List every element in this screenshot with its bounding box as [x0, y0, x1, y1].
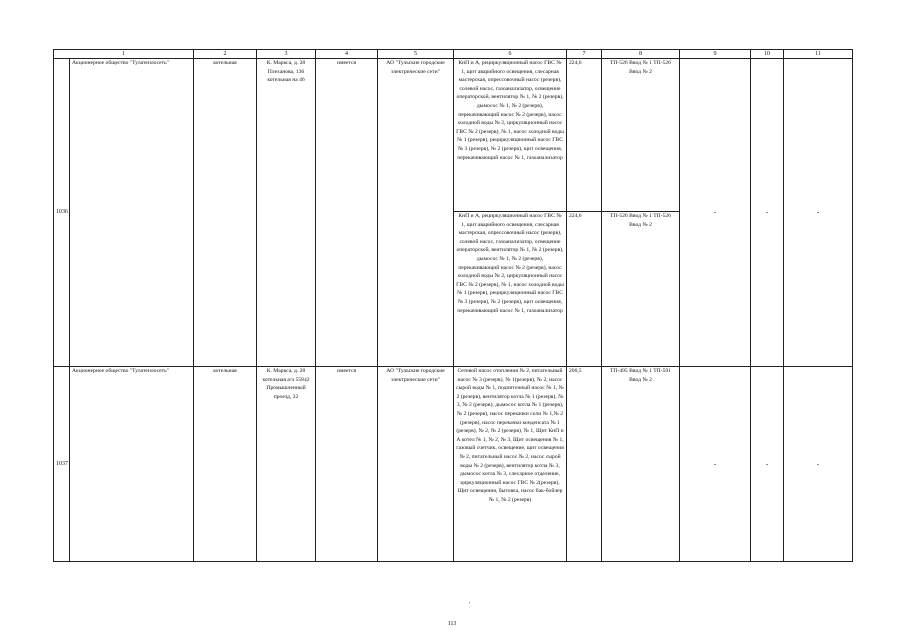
object-type-cell: котельная [194, 59, 257, 367]
col-header-7: 7 [567, 50, 602, 59]
power-cell: 224,6 [567, 59, 602, 212]
col-header-9: 9 [680, 50, 751, 59]
supplier-cell: АО "Тульские городские электрические сети" [378, 367, 454, 562]
col10-cell: - [751, 367, 784, 562]
power-cell: 224,6 [567, 212, 602, 367]
col9-cell: - [680, 367, 751, 562]
col11-cell: - [784, 59, 853, 367]
address-cell: К. Маркса, д. 28 Плеханова, 136 котельная на 46 [257, 59, 316, 367]
status-cell: имеется [316, 59, 378, 367]
col-header-3: 3 [257, 50, 316, 59]
equipment-cell: КнП и А, рециркуляционный насос ГВС № 1, щит аварийного освещения, слесарная мастерская, опрессовочный насос (резерв), солевой насос, газоанализатор, освещение операторской, вентилятор № 1, № 2 (резерв), дымосос № 1, № 2 (резерв), перекачивающий насос № 2 (резерв), насос холодной воды № 2, циркуляционный насос ГВС № 2 (резерв), № 1, насос холодной воды № 1 (резерв), рециркуляционный насос ГВС № 3 (резерв), № 2 (резерв), щит освещения, перекачивающий насос № 1, газоанализатор [454, 59, 567, 212]
table-row [54, 367, 853, 562]
col11-cell: - [784, 367, 853, 562]
page-number: 113 [447, 621, 457, 627]
col9-cell: - [680, 59, 751, 367]
col10-cell: - [751, 59, 784, 367]
registry-table [53, 49, 853, 562]
substation-cell: ТП-526 Ввод № 1 ТП-526 Ввод № 2 [602, 212, 680, 367]
address-cell: К. Маркса, д. 28 котельная а/ч 55842 Промышленный проезд, 32 [257, 367, 316, 562]
col-header-1: 1 [54, 50, 194, 59]
col-header-10: 10 [751, 50, 784, 59]
col-header-2: 2 [194, 50, 257, 59]
entry-number: 1037 [54, 367, 70, 562]
power-cell: 200,5 [567, 367, 602, 562]
table-row [54, 59, 853, 212]
owner-cell: Акционерное общество "Тулатеплосеть" [70, 59, 194, 367]
equipment-cell: КнП и А, рециркуляционный насос ГВС № 1, щит аварийного освещения, слесарная мастерская, опрессовочный насос (резерв), солевой насос, газоанализатор, освещение операторской, вентилятор № 1, № 2 (резерв), дымосос № 1, № 2 (резерв), перекачивающий насос № 2 (резерв), насос холодной воды № 2, циркуляционный насос ГВС № 2 (резерв), № 1, насос холодной воды № 1 (резерв), рециркуляционный насос ГВС № 3 (резерв), № 2 (резерв), щит освещения, перекачивающий насос № 1, газоанализатор [454, 212, 567, 367]
col-header-11: 11 [784, 50, 853, 59]
col-header-5: 5 [378, 50, 454, 59]
col-header-4: 4 [316, 50, 378, 59]
stray-mark: ' [469, 602, 471, 608]
substation-cell: ТП-526 Ввод № 1 ТП-526 Ввод № 2 [602, 59, 680, 212]
status-cell: имеется [316, 367, 378, 562]
col-header-6: 6 [454, 50, 567, 59]
column-number-row [54, 50, 853, 59]
supplier-cell: АО "Тульские городские электрические сети" [378, 59, 454, 367]
entry-number: 1036 [54, 59, 70, 367]
substation-cell: ТП-495 Ввод № 1 ТП-591 Ввод № 2 [602, 367, 680, 562]
col-header-8: 8 [602, 50, 680, 59]
owner-cell: Акционерное общество "Тулатеплосеть" [70, 367, 194, 562]
object-type-cell: котельная [194, 367, 257, 562]
equipment-cell: Сетевой насос отопления № 2, питательный насос № 3 (резерв), № 1(резерв), № 2, насос сырой воды № 1, подпиточный насос № 1, № 2 (резерв), вентилятор котла № 1 (резерв), № 3, № 2 (резерв), дымосос котла № 1 (резерв), № 2 (резерв), насос перекачки соли № 1,№ 2 (резерв), насос перекачки конденсата № 1 (резерв), № 2, № 2 (резерв), № 1, Щит КнП и А котел № 1, № 2, № 3, Щит освещения № 1, газовый счетчик, освещение, щит освещения № 2, питательный насос № 2, насос сырой воды № 2 (резерв), вентилятор котла № 3, дымосос котла № 3, слесарное отделение, циркуляционный насос ГВС № 2(резерв), Щит освещения, бытовка, насос бак-бойлер № 1, № 2 (резерв) [454, 367, 567, 562]
